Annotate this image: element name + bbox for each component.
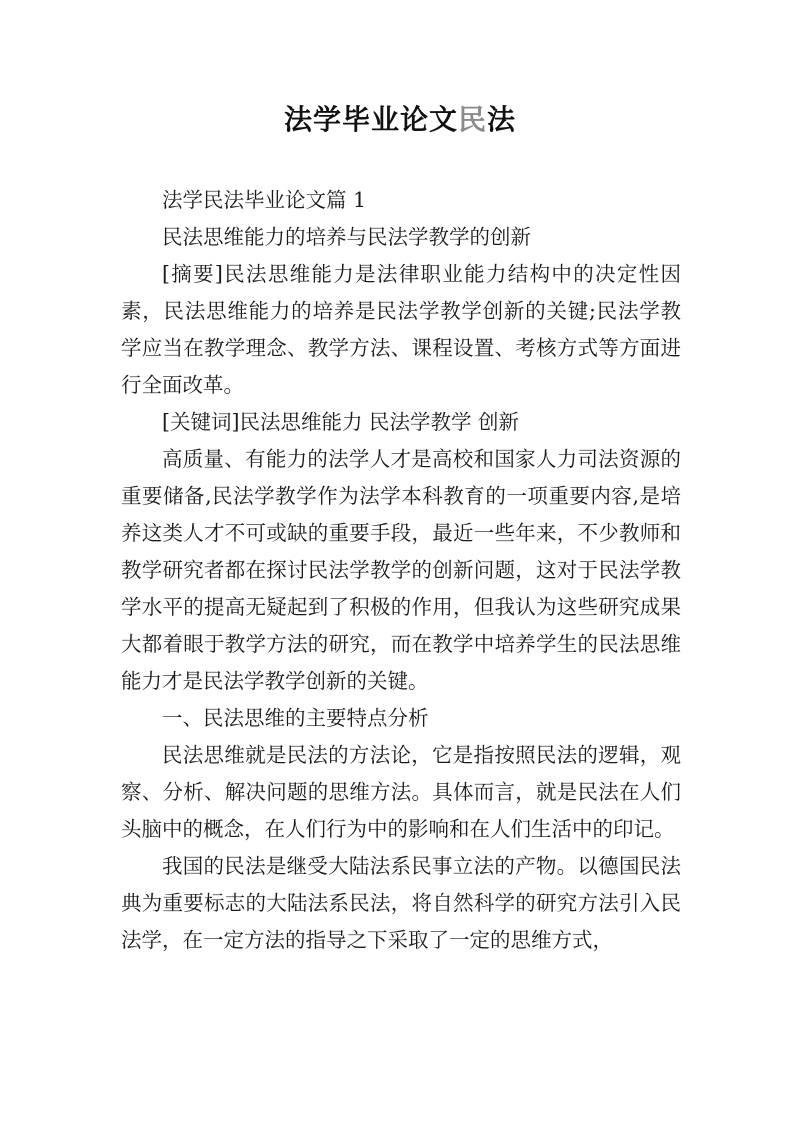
title-faded-char: 民	[457, 103, 487, 136]
intro-paragraph: 高质量、有能力的法学人才是高校和国家人力司法资源的重要储备,民法学教学作为法学本科教育的一项重要内容,是培养这类人才不可或缺的重要手段，最近一些年来，不少教师和教学研究者都在探讨民法学教学的创新问题，这对于民法学教学水平的提高无疑起到了积极的作用，但我认为这些研究成果大都着眼于教学方法的研究，而在教学中培养学生的民法思维能力才是民法学教学创新的关键。	[121, 447, 681, 693]
section-heading: 一、民法思维的主要特点分析	[162, 706, 429, 730]
article-subtitle: 民法思维能力的培养与民法学教学的创新	[162, 225, 531, 249]
keywords-paragraph: [关键词]民法思维能力 民法学教学 创新	[162, 410, 520, 434]
title-end-char: 法	[487, 103, 517, 136]
abstract-paragraph: [摘要]民法思维能力是法律职业能力结构中的决定性因素，民法思维能力的培养是民法学教学创新的关键;民法学教学应当在教学理念、教学方法、课程设置、考核方式等方面进行全面改革。	[121, 262, 681, 397]
body-paragraph: 民法思维就是民法的方法论，它是指按照民法的逻辑，观察、分析、解决问题的思维方法。具体而言，就是民法在人们头脑中的概念，在人们行为中的影响和在人们生活中的印记。	[121, 743, 681, 841]
document-title	[0, 100, 800, 140]
document-body	[121, 182, 681, 959]
article-number-line: 法学民法毕业论文篇 1	[162, 188, 367, 212]
title-main-text: 法学毕业论文	[283, 103, 458, 136]
body-paragraph: 我国的民法是继受大陆法系民事立法的产物。以德国民法典为重要标志的大陆法系民法，将自然科学的研究方法引入民法学，在一定方法的指导之下采取了一定的思维方式，	[121, 854, 681, 952]
